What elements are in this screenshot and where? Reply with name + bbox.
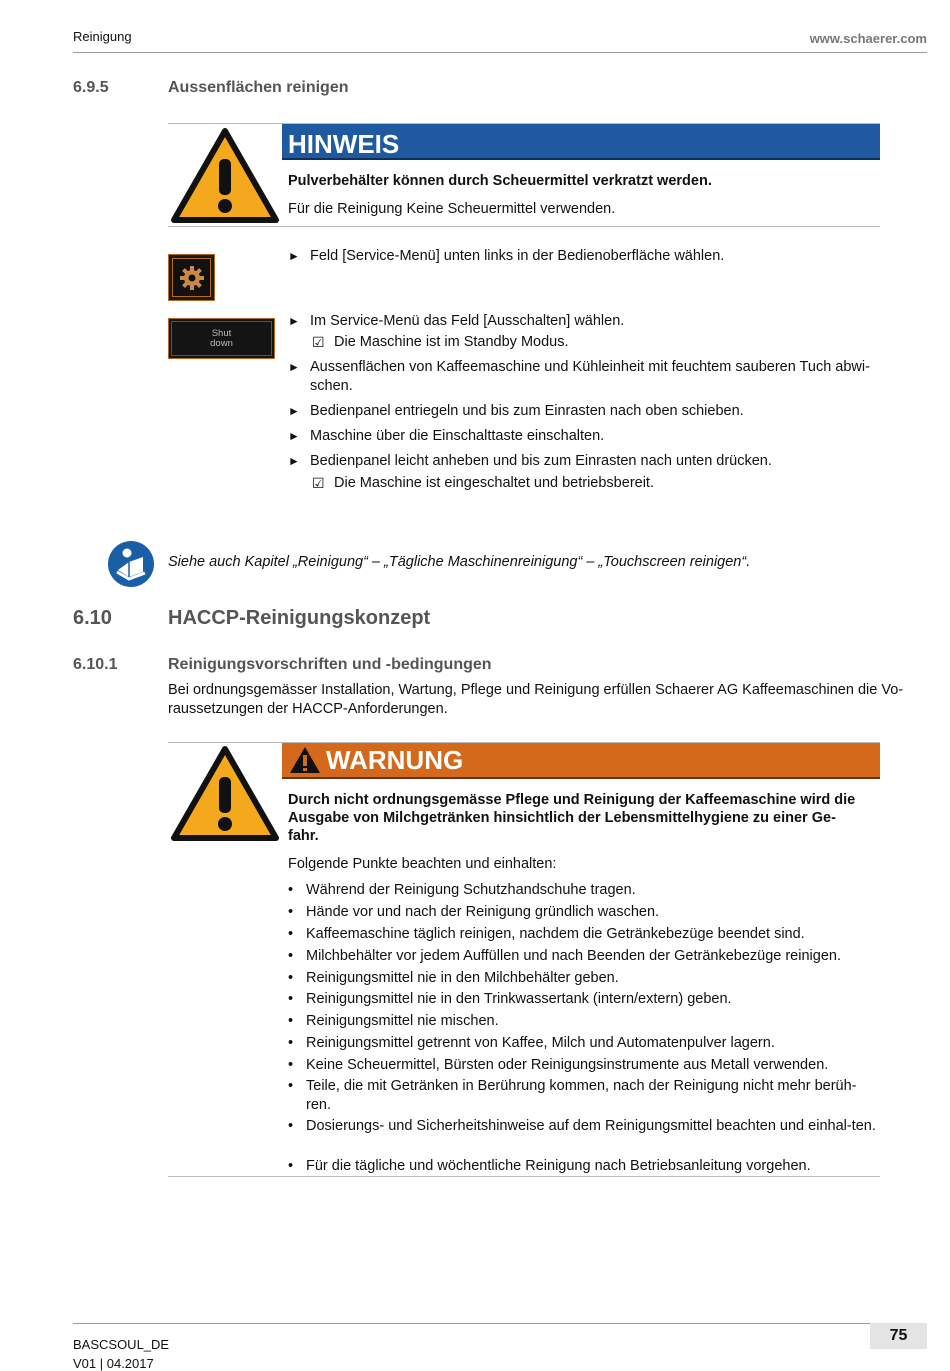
arrow-right-icon: ►	[288, 454, 300, 468]
list-item: • Kaffeemaschine täglich reinigen, nachdem die Getränkebezüge beendet sind.	[288, 926, 805, 942]
warning-triangle-icon	[288, 745, 322, 775]
arrow-right-icon: ►	[288, 360, 300, 374]
notice-headline: Pulverbehälter können durch Scheuermittel verkratzt werden.	[288, 173, 712, 189]
list-item: • Dosierungs- und Sicherheitshinweise auf dem Reinigungsmittel beachten und einhal-ten.	[288, 1118, 876, 1134]
step-item: ► Maschine über die Einschalttaste einschalten.	[288, 428, 605, 444]
shutdown-label-line1: Shut	[211, 327, 232, 339]
warning-title: WARNUNG	[326, 745, 464, 775]
step-result: ☑ Die Maschine ist im Standby Modus.	[312, 334, 569, 350]
list-item: • Reinigungsmittel nie mischen.	[288, 1013, 499, 1029]
see-also-reference: Siehe auch Kapitel „Reinigung“ – „Tägliche Maschinenreinigung“ – „Touchscreen reinigen“.	[168, 554, 751, 570]
notice-banner: HINWEIS	[282, 124, 880, 160]
service-menu-button[interactable]	[168, 254, 215, 301]
footer-divider	[73, 1323, 927, 1324]
step-result: ☑ Die Maschine ist eingeschaltet und betriebsbereit.	[312, 475, 654, 491]
step-item: ► Aussenflächen von Kaffeemaschine und Kühleinheit mit feuchtem sauberen Tuch abwi-schen.	[288, 359, 870, 394]
list-item: • Reinigungsmittel nie in den Trinkwassertank (intern/extern) geben.	[288, 991, 732, 1007]
arrow-right-icon: ►	[288, 314, 300, 328]
list-item: • Teile, die mit Getränken in Berührung kommen, nach der Reinigung nicht mehr berüh-ren.	[288, 1078, 857, 1113]
section-number: 6.9.5	[73, 79, 109, 96]
list-item: • Während der Reinigung Schutzhandschuhe tragen.	[288, 882, 636, 898]
step-item: ► Feld [Service-Menü] unten links in der Bedienoberfläche wählen.	[288, 248, 725, 264]
arrow-right-icon: ►	[288, 404, 300, 418]
section-body-line: raussetzungen der HACCP-Anforderungen.	[168, 701, 448, 717]
warning-headline-line: fahr.	[288, 828, 319, 844]
shutdown-label-line2: down	[210, 337, 233, 349]
gear-icon	[179, 265, 205, 291]
warning-headline-line: Durch nicht ordnungsgemässe Pflege und Reinigung der Kaffeemaschine wird die	[288, 792, 856, 808]
warning-triangle-icon	[170, 745, 280, 842]
warning-bottom-rule	[168, 1176, 880, 1177]
chapter-number: 6.10	[73, 607, 112, 629]
step-item: ► Im Service-Menü das Feld [Ausschalten] wählen.	[288, 313, 625, 329]
list-item: • Hände vor und nach der Reinigung gründlich waschen.	[288, 904, 660, 920]
arrow-right-icon: ►	[288, 429, 300, 443]
manual-reader-icon	[107, 540, 155, 588]
list-item: • Reinigungsmittel nie in den Milchbehälter geben.	[288, 970, 619, 986]
check-box-icon: ☑	[312, 334, 325, 350]
step-item: ► Bedienpanel leicht anheben und bis zum Einrasten nach unten drücken.	[288, 453, 772, 469]
section-title: Reinigungsvorschriften und -bedingungen	[168, 656, 492, 673]
notice-bottom-rule	[168, 226, 880, 227]
list-item: • Keine Scheuermittel, Bürsten oder Reinigungsinstrumente aus Metall verwenden.	[288, 1057, 829, 1073]
step-item: ► Bedienpanel entriegeln und bis zum Einrasten nach oben schieben.	[288, 403, 744, 419]
check-box-icon: ☑	[312, 475, 325, 491]
shutdown-button[interactable]	[168, 318, 275, 359]
running-header: Reinigung	[73, 29, 132, 44]
website-link[interactable]: www.schaerer.com	[809, 31, 927, 46]
list-item: • Milchbehälter vor jedem Auffüllen und nach Beenden der Getränkebezüge reinigen.	[288, 948, 841, 964]
chapter-title: HACCP-Reinigungskonzept	[168, 607, 431, 629]
warning-intro: Folgende Punkte beachten und einhalten:	[288, 856, 557, 872]
warning-triangle-icon	[170, 127, 280, 224]
warning-banner	[282, 743, 880, 779]
header-divider	[73, 52, 927, 53]
document-id: BASCSOUL_DE	[73, 1337, 170, 1352]
notice-text: Für die Reinigung Keine Scheuermittel verwenden.	[288, 201, 616, 217]
section-body-line: Bei ordnungsgemässer Installation, Wartung, Pflege und Reinigung erfüllen Schaerer AG Kaffeemaschinen die Vo-	[168, 682, 904, 698]
document-version: V01 | 04.2017	[73, 1356, 154, 1371]
page-number: 75	[870, 1323, 927, 1349]
arrow-right-icon: ►	[288, 249, 300, 263]
section-title: Aussenflächen reinigen	[168, 79, 349, 96]
list-item: • Für die tägliche und wöchentliche Reinigung nach Betriebsanleitung vorgehen.	[288, 1158, 811, 1174]
list-item: • Reinigungsmittel getrennt von Kaffee, Milch und Automatenpulver lagern.	[288, 1035, 775, 1051]
warning-headline-line: Ausgabe von Milchgetränken hinsichtlich der Lebensmittelhygiene zu einer Ge-	[288, 810, 836, 826]
section-number: 6.10.1	[73, 656, 118, 673]
